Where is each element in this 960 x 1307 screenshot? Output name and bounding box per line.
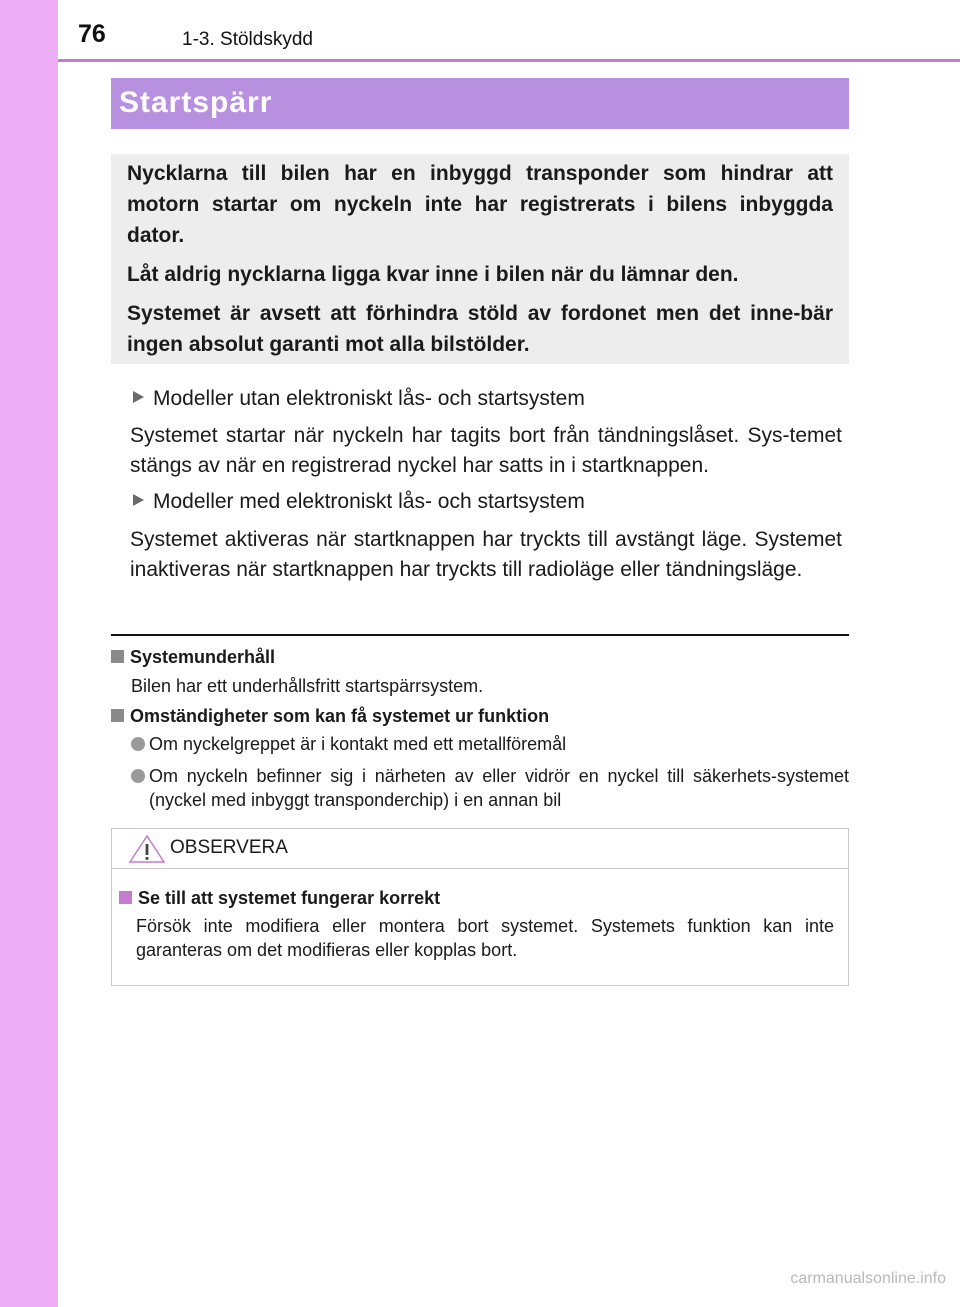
list-item-text: Om nyckelgreppet är i kontakt med ett metallföremål — [149, 734, 567, 754]
page-number: 76 — [78, 20, 106, 48]
circle-bullet-icon — [131, 769, 145, 783]
model-text-without-smart-entry: Systemet startar när nyckeln har tagits bort från tändningslåset. Sys-temet stängs av när en registrerad nyckel har satts in i startknappen. — [130, 424, 842, 477]
model-heading-label: Modeller med elektroniskt lås- och startsystem — [153, 490, 585, 513]
section-divider — [111, 634, 849, 636]
side-color-bar — [0, 0, 58, 1307]
list-item — [131, 732, 849, 756]
note-heading-maintenance — [111, 645, 275, 669]
triangle-bullet-icon — [133, 494, 144, 506]
header-divider — [58, 59, 960, 62]
model-heading-with-smart-entry — [130, 487, 585, 517]
intro-paragraph-2: Låt aldrig nycklarna ligga kvar inne i bilen när du lämnar den. — [127, 263, 739, 286]
list-item-text: Om nyckeln befinner sig i närheten av eller vidrör en nyckel till säkerhets-systemet (nyckel med inbyggt transponderchip) i en annan bil — [149, 766, 849, 810]
note-heading-malfunction — [111, 704, 549, 728]
note-text-maintenance: Bilen har ett underhållsfritt startspärrsystem. — [131, 676, 484, 696]
circle-bullet-icon — [131, 737, 145, 751]
section-label: 1-3. Stöldskydd — [182, 29, 313, 50]
list-item — [131, 764, 849, 812]
caution-heading — [119, 886, 440, 910]
caution-heading-label: Se till att systemet fungerar korrekt — [138, 888, 441, 908]
note-heading-label: Omständigheter som kan få systemet ur funktion — [130, 706, 550, 726]
footer-watermark: carmanualsonline.info — [790, 1270, 946, 1287]
caution-header — [112, 829, 848, 869]
square-bullet-icon — [111, 650, 124, 663]
intro-paragraph-1: Nycklarna till bilen har en inbyggd transponder som hindrar att motorn startar om nyckeln inte har registrerats i bilens inbyggda dator. — [127, 162, 833, 247]
square-bullet-icon — [111, 709, 124, 722]
page-title: Startspärr — [119, 86, 273, 119]
model-heading-without-smart-entry — [130, 384, 585, 414]
model-text-with-smart-entry: Systemet aktiveras när startknappen har tryckts till avstängt läge. Systemet inaktiveras när startknappen har tryckts till radioläge eller tändningsläge. — [130, 528, 842, 581]
title-bar — [111, 78, 849, 129]
square-bullet-icon — [119, 891, 132, 904]
model-heading-label: Modeller utan elektroniskt lås- och startsystem — [153, 387, 585, 410]
note-heading-label: Systemunderhåll — [130, 647, 276, 667]
caution-text: Försök inte modifiera eller montera bort systemet. Systemets funktion kan inte garanteras om det modifieras eller kopplas bort. — [136, 916, 834, 960]
intro-box — [111, 154, 849, 364]
warning-triangle-icon — [128, 834, 166, 864]
triangle-bullet-icon — [133, 391, 144, 403]
intro-paragraph-3: Systemet är avsett att förhindra stöld av fordonet men det inne-bär ingen absolut garanti mot alla bilstölder. — [127, 302, 833, 356]
caution-box — [111, 828, 849, 986]
caution-label: OBSERVERA — [170, 837, 288, 858]
